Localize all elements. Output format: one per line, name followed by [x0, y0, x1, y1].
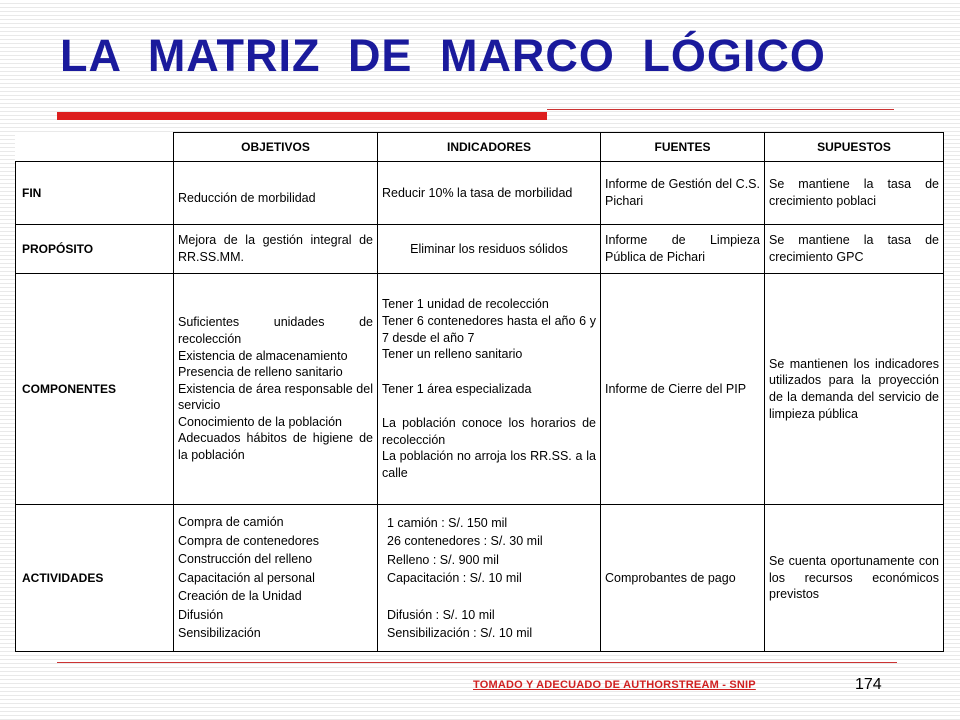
list-item: Capacitación : S/. 10 mil	[387, 571, 522, 585]
fin-supuesto: Se mantiene la tasa de crecimiento poblaci	[765, 162, 944, 225]
title-underline-thin	[547, 109, 894, 110]
componentes-supuesto: Se mantienen los indicadores utilizados para la proyección de la demanda del servicio de limpieza pública	[765, 274, 944, 505]
proposito-fuente: Informe de Limpieza Pública de Pichari	[601, 225, 765, 274]
list-item: Tener 1 área especializada	[382, 381, 532, 396]
actividades-supuesto: Se cuenta oportunamente con los recursos económicos previstos	[765, 505, 944, 652]
table-row-proposito	[16, 225, 944, 274]
list-item: 1 camión : S/. 150 mil	[387, 515, 508, 530]
actividades-indicadores	[378, 505, 601, 652]
row-label-componentes: COMPONENTES	[16, 274, 174, 505]
spacer	[382, 397, 596, 415]
list-item: Difusión : S/. 10 mil	[387, 607, 495, 622]
list-item: Tener 6 contenedores hasta el año 6 y 7 desde el año 7	[382, 313, 596, 345]
list-item: Sensibilización	[178, 626, 261, 641]
proposito-indicador: Eliminar los residuos sólidos	[378, 225, 601, 274]
fin-fuente: Informe de Gestión del C.S. Pichari	[601, 162, 765, 225]
header-fuentes: FUENTES	[601, 133, 765, 162]
fin-indicador: Reducir 10% la tasa de morbilidad	[378, 162, 601, 225]
list-item: Sensibilización : S/. 10 mil	[387, 626, 533, 640]
header-supuestos: SUPUESTOS	[765, 133, 944, 162]
list-item: La población conoce los horarios de recolección	[382, 416, 596, 447]
list-item: Compra de contenedores	[178, 533, 320, 548]
list-item: Creación de la Unidad	[178, 589, 302, 604]
header-objetivos: OBJETIVOS	[174, 133, 378, 162]
table-row-componentes	[16, 274, 944, 505]
spacer	[382, 363, 596, 381]
source-note: TOMADO Y ADECUADO DE AUTHORSTREAM - SNIP	[473, 679, 756, 691]
actividades-fuente: Comprobantes de pago	[601, 505, 765, 652]
list-item: Existencia de almacenamiento	[178, 348, 348, 363]
page-number: 174	[855, 676, 882, 693]
actividades-objetivos	[174, 505, 378, 652]
header-corner	[16, 133, 174, 162]
list-item: Adecuados hábitos de higiene de la población	[178, 431, 373, 463]
componentes-indicadores	[378, 274, 601, 505]
list-item: Conocimiento de la población	[178, 414, 342, 429]
row-label-fin: FIN	[16, 162, 174, 225]
row-label-proposito: PROPÓSITO	[16, 225, 174, 274]
table-row-fin	[16, 162, 944, 225]
list-item: Existencia de área responsable del servicio	[178, 381, 373, 413]
title-underline-bar	[57, 112, 547, 120]
componentes-fuente: Informe de Cierre del PIP	[601, 274, 765, 505]
logical-framework-matrix	[15, 132, 944, 652]
proposito-objetivo: Mejora de la gestión integral de RR.SS.MM.	[174, 225, 378, 274]
proposito-supuesto: Se mantiene la tasa de crecimiento GPC	[765, 225, 944, 274]
list-item: Compra de camión	[178, 515, 284, 530]
list-item: La población no arroja los RR.SS. a la calle	[382, 449, 596, 481]
header-row	[16, 133, 944, 162]
footer-divider	[57, 662, 897, 663]
fin-objetivo: Reducción de morbilidad	[174, 162, 378, 225]
slide-title: LA MATRIZ DE MARCO LÓGICO	[60, 30, 826, 81]
list-item: Tener 1 unidad de recolección	[382, 297, 549, 312]
row-label-actividades: ACTIVIDADES	[16, 505, 174, 652]
list-item: Capacitación al personal	[178, 570, 315, 585]
list-item: 26 contenedores : S/. 30 mil	[387, 534, 543, 548]
list-item: Relleno : S/. 900 mil	[387, 552, 499, 567]
list-item: Presencia de relleno sanitario	[178, 365, 343, 380]
list-item: Construcción del relleno	[178, 552, 313, 567]
componentes-objetivos	[174, 274, 378, 505]
list-item: Difusión	[178, 607, 224, 622]
list-item: Tener un relleno sanitario	[382, 347, 523, 362]
table-row-actividades	[16, 505, 944, 652]
spacer	[387, 588, 596, 606]
header-indicadores: INDICADORES	[378, 133, 601, 162]
list-item: Suficientes unidades de recolección	[178, 315, 373, 346]
